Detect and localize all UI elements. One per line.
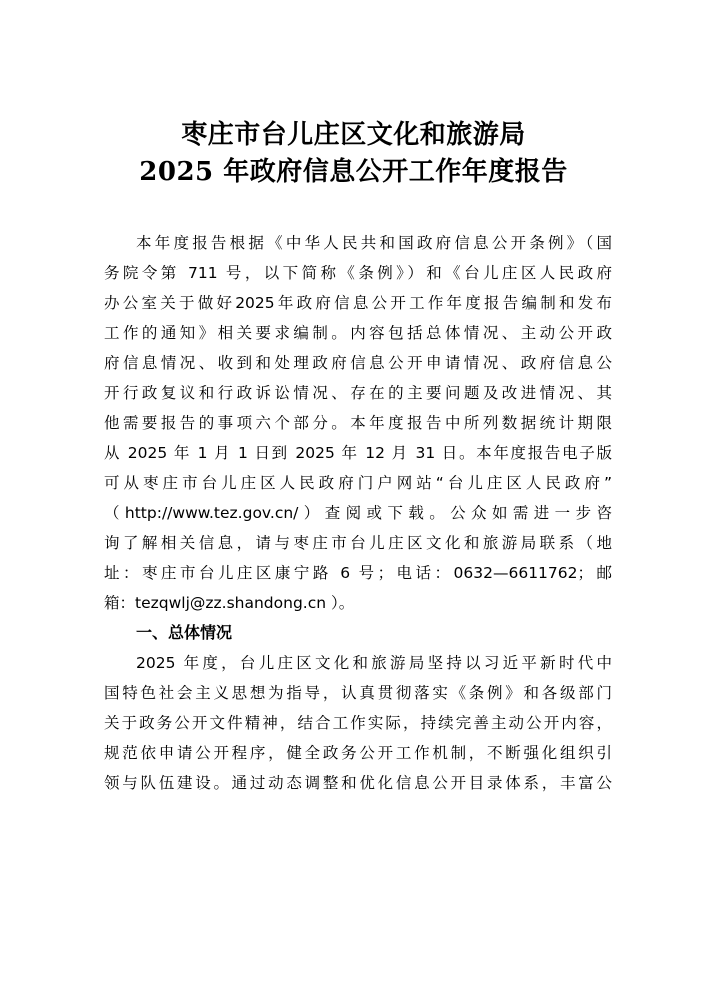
overview-line: 国特色社会主义思想为指导，认真贯彻落实《条例》和各级部门 [104,684,612,702]
intro-line: 务院令第 711 号，以下简称《条例》）和《台儿庄区人民政府 [104,264,612,282]
intro-line: 他需要报告的事项六个部分。本年度报告中所列数据统计期限 [104,414,612,432]
intro-line: （http://www.tez.gov.cn/）查阅或下载。公众如需进一步咨 [104,504,612,522]
overview-line: 规范依申请公开程序，健全政务公开工作机制，不断强化组织引 [104,744,612,762]
intro-line: 府信息情况、收到和处理政府信息公开申请情况、政府信息公 [104,354,612,372]
intro-line: 询了解相关信息，请与枣庄市台儿庄区文化和旅游局联系（地 [104,534,612,552]
intro-line: 址：枣庄市台儿庄区康宁路 6 号；电话：0632—6611762；邮 [104,564,612,582]
intro-line: 开行政复议和行政诉讼情况、存在的主要问题及改进情况、其 [104,384,612,402]
intro-line: 办公室关于做好2025年政府信息公开工作年度报告编制和发布 [104,294,612,312]
document-title-line-2: 2025 年政府信息公开工作年度报告 [139,157,568,187]
overview-line: 领与队伍建设。通过动态调整和优化信息公开目录体系，丰富公 [104,774,612,792]
overview-line: 2025 年度，台儿庄区文化和旅游局坚持以习近平新时代中 [136,654,612,672]
intro-line: 箱：tezqwlj@zz.shandong.cn ）。 [104,594,355,612]
intro-line: 从 2025 年 1 月 1 日到 2025 年 12 月 31 日。本年度报告电子版 [104,444,612,462]
overview-line: 关于政务公开文件精神，结合工作实际，持续完善主动公开内容， [104,714,612,732]
section-heading-overview: 一、总体情况 [136,623,233,642]
intro-line: 可从枣庄市台儿庄区人民政府门户网站“台儿庄区人民政府” [104,474,612,492]
intro-line: 工作的通知》相关要求编制。内容包括总体情况、主动公开政 [104,324,612,342]
document-title-line-1: 枣庄市台儿庄区文化和旅游局 [181,120,526,150]
intro-line: 本年度报告根据《中华人民共和国政府信息公开条例》（国 [136,234,612,252]
